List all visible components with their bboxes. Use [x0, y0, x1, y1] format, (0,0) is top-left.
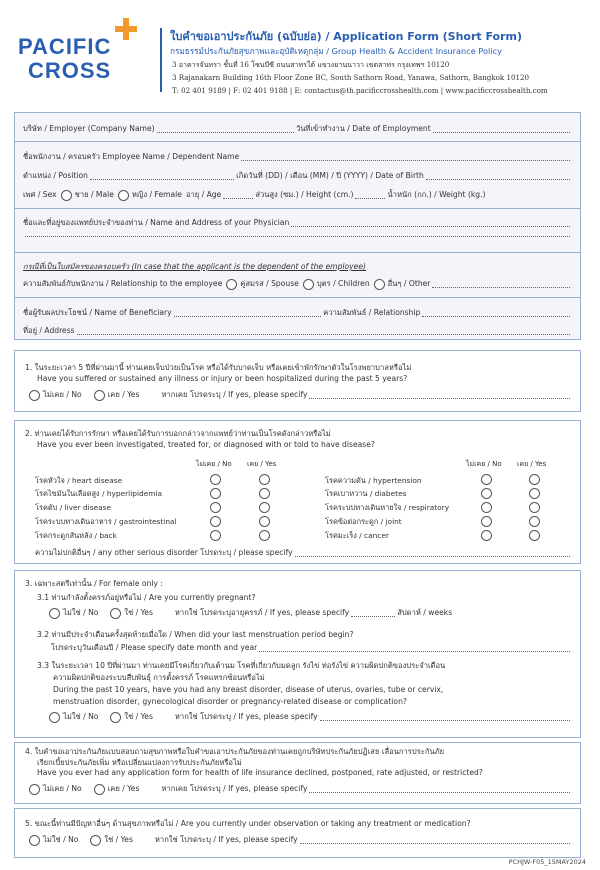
other-field[interactable] [432, 286, 570, 288]
back-no-radio[interactable] [210, 530, 221, 541]
beneficiary-address-row [23, 325, 572, 337]
q3-3-specify-field[interactable] [320, 719, 570, 721]
q3-1-text: 3.1 ท่านกำลังตั้งครรภ์อยู่หรือไม่ / Are you currently pregnant? [37, 593, 256, 602]
cross-logo-icon [115, 18, 137, 40]
address-english: 3 Rajanakarn Building 16th Floor Zone BC, South Sathorn Road, Yanawa, Sathorn, Bangkok 10120 [172, 73, 530, 82]
employee-name-field[interactable] [241, 159, 570, 161]
logo-line-2: CROSS [28, 58, 112, 83]
employee-name-row [23, 151, 572, 163]
liver-no-radio[interactable] [210, 502, 221, 513]
q3-1-no-radio[interactable] [49, 608, 60, 619]
condition-back: โรคกระดูกสันหลัง / back [35, 531, 117, 540]
form-code: PCHJW-F05_15MAY2024 [508, 858, 586, 866]
divider [15, 141, 580, 142]
hypertension-yes-radio[interactable] [529, 474, 540, 485]
female-radio[interactable] [118, 190, 129, 201]
children-label: บุตร / Children [316, 279, 370, 288]
q3-3-no-radio[interactable] [49, 712, 60, 723]
condition-diabetes: โรคเบาหวาน / diabetes [325, 489, 407, 498]
condition-hyperlipidemia: โรคไขมันในเลือดสูง / hyperlipidemia [35, 489, 163, 498]
position-row [23, 170, 572, 182]
q5-yes-label: ใช่ / Yes [104, 835, 133, 844]
header-divider [160, 28, 162, 92]
q1-answer-row [25, 389, 572, 401]
q3-2-date-field[interactable] [259, 650, 570, 652]
physician-field-2[interactable] [25, 235, 570, 237]
q3-3-thai-line-2: ความผิดปกติของระบบสืบพันธุ์ การตั้งครรภ์ โรคแทรกซ้อนหรือไม่ [53, 673, 265, 682]
q3-2-specify-label: โปรดระบุวันเดือนปี / Please specify date month and year [51, 643, 258, 652]
q5-specify-field[interactable] [300, 842, 570, 844]
relationship-label: ความสัมพันธ์กับพนักงาน / Relationship to the employee [23, 279, 223, 288]
q4-no-label: ไม่เคย / No [43, 784, 82, 793]
relationship-row [23, 278, 572, 290]
dependent-note-row [23, 261, 572, 273]
physician-field[interactable] [291, 225, 570, 227]
question-4 [14, 742, 581, 804]
q3-1-weeks-field[interactable] [351, 615, 395, 617]
q4-specify-label: หากเคย โปรดระบุ / If yes, please specify [161, 784, 308, 793]
q3-1-yes-label: ใช่ / Yes [124, 608, 153, 617]
beneficiary-name-field[interactable] [174, 315, 322, 317]
q4-yes-radio[interactable] [94, 784, 105, 795]
q5-answer-row [25, 834, 572, 846]
q5-no-label: ไม่ใช่ / No [43, 835, 79, 844]
gastrointestinal-no-radio[interactable] [210, 516, 221, 527]
heart-yes-radio[interactable] [259, 474, 270, 485]
condition-liver: โรคตับ / liver disease [35, 503, 112, 512]
employer-row [23, 123, 572, 135]
diabetes-no-radio[interactable] [481, 488, 492, 499]
beneficiary-relationship-label: ความสัมพันธ์ / Relationship [323, 308, 421, 317]
position-field[interactable] [90, 178, 234, 180]
q2-col-yes-left: เคย / Yes [247, 460, 277, 468]
q3-3-specify-label: หากใช่ โปรดระบุ / If yes, please specify [174, 712, 318, 721]
q4-english: Have you ever had any application form for health of life insurance declined, postponed, rate adjusted, or restricted? [37, 768, 483, 777]
respiratory-yes-radio[interactable] [529, 502, 540, 513]
physician-row-2 [23, 235, 572, 239]
address-thai: 3 อาคารจันทรา ชั้นที่ 16 โซนบีซี ถนนสาทรใต้ แขวงยานนาวา เขตสาทร กรุงเทพฯ 10120 [172, 60, 450, 69]
q5-specify-label: หากใช่ โปรดระบุ / If yes, please specify [154, 835, 298, 844]
q2-english: Have you ever been investigated, treated for, or diagnosed with or told to have disease? [37, 440, 375, 449]
condition-hypertension: โรคความดัน / hypertension [325, 476, 422, 485]
spouse-radio[interactable] [226, 279, 237, 290]
female-label: หญิง / Female [131, 190, 182, 199]
divider [15, 297, 580, 298]
question-2 [14, 420, 581, 564]
q3-heading: 3. เฉพาะสตรีเท่านั้น / For female only : [25, 579, 163, 588]
q5-text: 5. ขณะนี้ท่านมีปัญหาอื่นๆ ด้านสุขภาพหรือไม่ / Are you currently under observation or taking any treatment or medication? [25, 819, 471, 828]
q1-yes-radio[interactable] [94, 390, 105, 401]
q3-3-yes-label: ใช่ / Yes [124, 712, 153, 721]
q1-no-radio[interactable] [29, 390, 40, 401]
q4-thai-line-2: เรียกเบี้ยประกันภัยเพิ่ม หรือเปลี่ยนแปลงการรับประกันภัยหรือไม่ [37, 758, 242, 767]
form-subtitle: กรมธรรม์ประกันภัยสุขภาพและอุบัติเหตุกลุ่ม / Group Health & Accident Insurance Policy [170, 46, 502, 56]
pacific-cross-logo [18, 18, 143, 88]
q2-other-row [35, 547, 572, 559]
sex-label: เพศ / Sex [23, 190, 57, 199]
weight-label: น้ำหนัก (กก.) / Weight (kg.) [387, 190, 486, 199]
beneficiary-address-label: ที่อยู่ / Address [23, 326, 75, 335]
sex-row [23, 189, 572, 201]
applicant-info-section [14, 112, 581, 340]
height-label: ส่วนสูง (ซม.) / Height (cm.) [255, 190, 354, 199]
q3-3-english-line-1: During the past 10 years, have you had any breast disorder, disease of uterus, ovaries, tube or cervix, [53, 685, 444, 694]
q1-yes-label: เคย / Yes [107, 390, 140, 399]
q1-specify-field[interactable] [309, 397, 570, 399]
q2-col-yes-right: เคย / Yes [517, 460, 547, 468]
heart-no-radio[interactable] [210, 474, 221, 485]
condition-gastrointestinal: โรคระบบทางเดินอาหาร / gastrointestinal [35, 517, 177, 526]
q4-thai-line-1: 4. ใบคำขอเอาประกันภัยแบบสอบถามสุขภาพหรือใบคำขอเอาประกันภัยของท่านเคยถูกบริษัทประกันภัยปฏิเสธ เลื่อนการประกันภัย [25, 747, 445, 756]
diabetes-yes-radio[interactable] [529, 488, 540, 499]
q3-1-no-label: ไม่ใช่ / No [63, 608, 99, 617]
divider [15, 208, 580, 209]
q3-3-answer-row [45, 711, 572, 723]
liver-yes-radio[interactable] [259, 502, 270, 513]
q5-no-radio[interactable] [29, 835, 40, 846]
condition-heart: โรคหัวใจ / heart disease [35, 476, 123, 485]
employer-field[interactable] [157, 131, 294, 133]
beneficiary-relationship-field[interactable] [422, 315, 570, 317]
q1-specify-label: หากเคย โปรดระบุ / If yes, please specify [161, 390, 308, 399]
other-label: อื่นๆ / Other [387, 279, 431, 288]
page-header [0, 0, 600, 108]
employer-label: บริษัท / Employer (Company Name) [23, 124, 155, 133]
children-radio[interactable] [303, 279, 314, 290]
employment-date-label: วันที่เข้าทำงาน / Date of Employment [295, 124, 431, 133]
cancer-no-radio[interactable] [481, 530, 492, 541]
q4-yes-label: เคย / Yes [107, 784, 140, 793]
question-3 [14, 570, 581, 738]
condition-respiratory: โรคระบบทางเดินหายใจ / respiratory [325, 503, 450, 512]
joint-yes-radio[interactable] [529, 516, 540, 527]
q4-no-radio[interactable] [29, 784, 40, 795]
spouse-label: คู่สมรส / Spouse [240, 279, 299, 288]
age-field[interactable] [223, 197, 253, 199]
beneficiary-name-label: ชื่อผู้รับผลประโยชน์ / Name of Beneficiary [23, 308, 172, 317]
respiratory-no-radio[interactable] [481, 502, 492, 513]
q3-3-no-label: ไม่ใช่ / No [63, 712, 99, 721]
q4-answer-row [25, 783, 572, 795]
hyperlipidemia-yes-radio[interactable] [259, 488, 270, 499]
condition-joint: โรคข้อต่อกระดูก / joint [325, 517, 402, 526]
other-radio[interactable] [374, 279, 385, 290]
beneficiary-row [23, 307, 572, 319]
dob-label: เกิดวันที่ (DD) / เดือน (MM) / ปี (YYYY) / Date of Birth [236, 171, 424, 180]
physician-label: ชื่อและที่อยู่ของแพทย์ประจำของท่าน / Name and Address of your Physician [23, 218, 290, 227]
dependent-note: กรณีที่เป็นใบสมัครของครอบครัว (In case that the applicant is the dependent of the employee) [23, 262, 366, 271]
q1-english: Have you suffered or sustained any illness or injury or been hospitalized during the past 5 years? [37, 374, 408, 383]
q3-2-text: 3.2 ท่านมีประจำเดือนครั้งสุดท้ายเมื่อใด / When did your last menstruation period begin? [37, 630, 354, 639]
q1-no-label: ไม่เคย / No [43, 390, 82, 399]
q1-thai: 1. ในระยะเวลา 5 ปีที่ผ่านมานี้ ท่านเคยเจ็บป่วยเป็นโรค หรือได้รับบาดเจ็บ หรือเคยเข้าพักรักษาตัวในโรงพยาบาลหรือไม่ [25, 363, 412, 372]
q3-3-thai-line-1: 3.3 ในระยะเวลา 10 ปีที่ผ่านมา ท่านเคยมีโรคเกี่ยวกับเต้านม โรคที่เกี่ยวกับมดลูก รังไข่ ท่อรังไข่ ความผิดปกติของประจำเดือน [37, 661, 446, 670]
divider [15, 252, 580, 253]
joint-no-radio[interactable] [481, 516, 492, 527]
condition-cancer: โรคมะเร็ง / cancer [325, 531, 389, 540]
q3-3-yes-radio[interactable] [110, 712, 121, 723]
hypertension-no-radio[interactable] [481, 474, 492, 485]
q3-1-yes-radio[interactable] [110, 608, 121, 619]
logo-line-1: PACIFIC [18, 34, 112, 59]
employee-name-label: ชื่อพนักงาน / ครอบครัว Employee Name / Dependent Name [23, 152, 240, 161]
question-5 [14, 808, 581, 858]
gastrointestinal-yes-radio[interactable] [259, 516, 270, 527]
q2-col-no-right: ไม่เคย / No [466, 460, 502, 468]
back-yes-radio[interactable] [259, 530, 270, 541]
q3-1-specify-label: หากใช่ โปรดระบุอายุครรภ์ / If yes, please specify [174, 608, 350, 617]
q3-1-weeks-label: สัปดาห์ / weeks [397, 608, 453, 617]
beneficiary-address-field[interactable] [77, 333, 570, 335]
height-field[interactable] [355, 197, 385, 199]
employment-date-field[interactable] [433, 131, 570, 133]
hyperlipidemia-no-radio[interactable] [210, 488, 221, 499]
age-label: อายุ / Age [185, 190, 222, 199]
form-title: ใบคำขอเอาประกันภัย (ฉบับย่อ) / Application Form (Short Form) [170, 30, 523, 43]
q5-yes-radio[interactable] [90, 835, 101, 846]
male-radio[interactable] [61, 190, 72, 201]
q3-1-answer-row [45, 607, 572, 619]
q2-other-label: ความไม่ปกติอื่นๆ / any other serious disorder โปรดระบุ / please specify [35, 548, 293, 557]
position-label: ตำแหน่ง / Position [23, 171, 88, 180]
q3-3-english-line-2: menstruation disorder, gynecological disorder or pregnancy-related disease or complication? [53, 697, 407, 706]
q2-other-field[interactable] [295, 555, 570, 557]
male-label: ชาย / Male [74, 190, 114, 199]
q4-specify-field[interactable] [309, 791, 570, 793]
q2-thai: 2. ท่านเคยได้รับการรักษา หรือเคยได้รับการบอกกล่าวจากแพทย์ว่าท่านเป็นโรคดังกล่าวหรือไม่ [25, 429, 331, 438]
cancer-yes-radio[interactable] [529, 530, 540, 541]
q2-col-no-left: ไม่เคย / No [196, 460, 232, 468]
question-1 [14, 350, 581, 412]
dob-field[interactable] [426, 178, 570, 180]
physician-row [23, 217, 572, 229]
q3-2-answer-row [51, 642, 572, 654]
contact-line: T: 02 401 9189 | F: 02 401 9188 | E: contactus@th.pacificcrosshealth.com | www.pacificcrosshealth.com [172, 86, 548, 95]
